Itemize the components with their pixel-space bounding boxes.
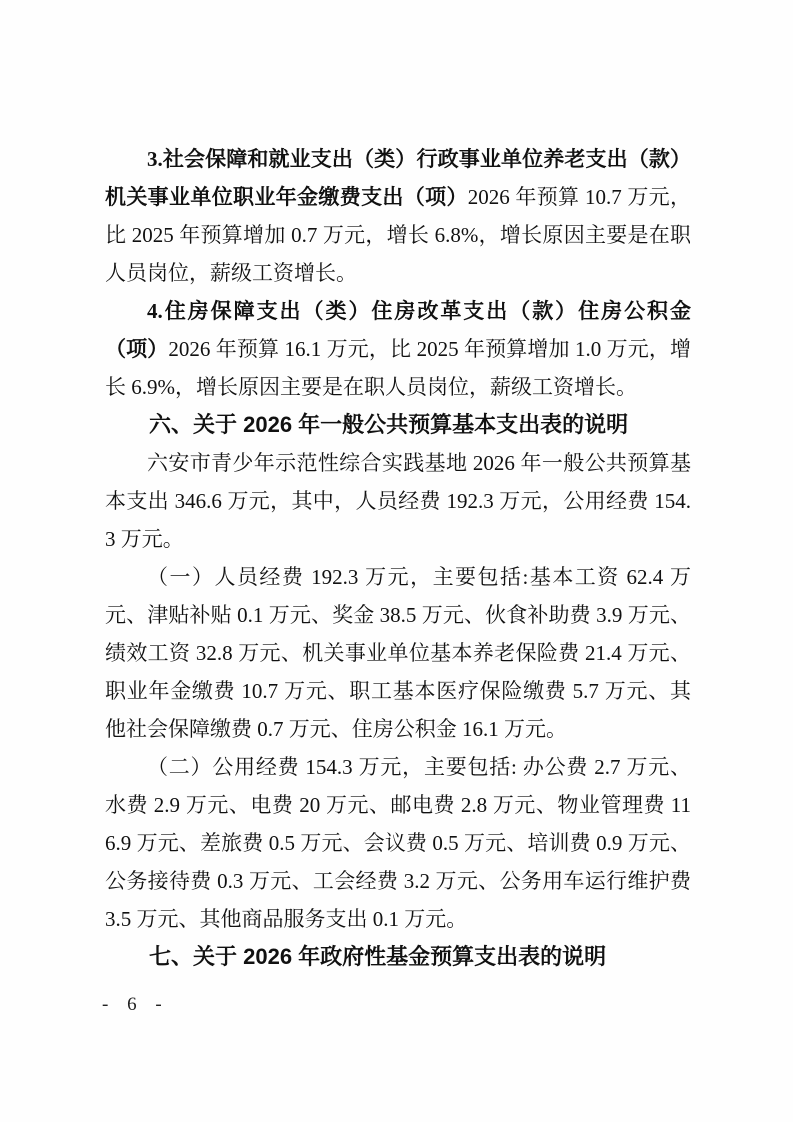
paragraph-body-text: 2026 年预算 16.1 万元，比 2025 年预算增加 1.0 万元，增长 6.9%，增长原因主要是在职人员岗位，薪级工资增长。 [105, 337, 691, 399]
paragraph-body-text: 2026 年预算 10.7 万元，比 2025 年预算增加 0.7 万元，增长 6.8%，增长原因主要是在职人员岗位，薪级工资增长。 [105, 185, 692, 285]
page-number: - 6 - [102, 994, 169, 1015]
paragraph-public-expenses-detail: （二）公用经费 154.3 万元，主要包括: 办公费 2.7 万元、水费 2.9 万元、电费 20 万元、邮电费 2.8 万元、物业管理费 116.9 万元、差旅费 0.5 万元、会议费 0.5 万元、培训费 0.9 万元、公务接待费 0.3 万元、工会经费 3.2 万元、公务用车运行维护费 3.5 万元、其他商品服务支出 0.1 万元。 [105, 755, 691, 931]
section-heading-basic-expenditure-table: 六、关于 2026 年一般公共预算基本支出表的说明 [149, 412, 629, 437]
document-body [105, 140, 691, 976]
paragraph-personnel-expenses-detail: （一）人员经费 192.3 万元，主要包括:基本工资 62.4 万元、津贴补贴 0.1 万元、奖金 38.5 万元、伙食补助费 3.9 万元、绩效工资 32.8 万元、机关事业单位基本养老保险费 21.4 万元、职业年金缴费 10.7 万元、职工基本医疗保险缴费 5.7 万元、其他社会保障缴费 0.7 万元、住房公积金 16.1 万元。 [105, 565, 691, 741]
paragraph-housing-fund-expenditure [105, 292, 691, 406]
section-heading-government-fund-table: 七、关于 2026 年政府性基金预算支出表的说明 [149, 944, 607, 969]
paragraph-pension-contribution-expenditure [105, 140, 691, 292]
paragraph-lead-bold: 4.住房保障支出（类）住房改革支出（款）住房公积金（项） [105, 299, 691, 361]
paragraph-lead-bold: 3.社会保障和就业支出（类）行政事业单位养老支出（款）机关事业单位职业年金缴费支出（项） [105, 147, 691, 209]
paragraph-basic-expenditure-total: 六安市青少年示范性综合实践基地 2026 年一般公共预算基本支出 346.6 万元，其中，人员经费 192.3 万元，公用经费 154.3 万元。 [105, 451, 691, 551]
